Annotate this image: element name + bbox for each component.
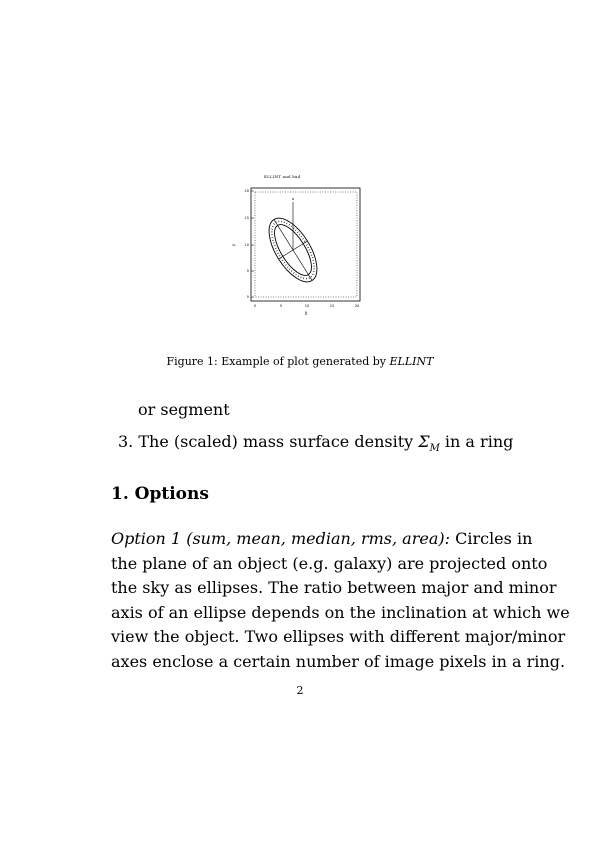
ellint-plot: [228, 170, 378, 330]
y-tick-label: 20: [244, 189, 249, 193]
north-label: N: [291, 197, 295, 201]
caption-program: ELLINT: [389, 355, 434, 368]
section-title: Options: [134, 484, 209, 504]
y-tick-label: 10: [244, 243, 249, 247]
x-tick-label: 20: [354, 304, 360, 308]
ellint-figure: [228, 170, 378, 330]
figure-title: ELLINT and bad: [264, 174, 301, 179]
item3-tail: in a ring: [444, 432, 514, 451]
y-tick-label: 0: [246, 295, 249, 299]
paragraph-line: the plane of an object (e.g. galaxy) are projected onto: [111, 553, 548, 573]
item3-text: 3. The (scaled) mass surface density: [118, 432, 414, 451]
paragraph-line: view the object. Two ellipses with different major/minor: [111, 627, 566, 646]
sigma-symbol: Σ: [418, 432, 430, 451]
x-tick-label: 15: [329, 304, 335, 308]
x-tick-label: 10: [304, 304, 310, 308]
page-number: 2: [296, 684, 304, 697]
caption-prefix: Figure 1: Example of plot generated by: [166, 355, 387, 368]
image-border: [255, 192, 357, 297]
section-number: 1.: [111, 484, 129, 504]
paragraph-line: the sky as ellipses. The ratio between major and minor: [111, 578, 557, 597]
figure-caption: [0, 355, 600, 368]
options-paragraph: [111, 527, 570, 674]
y-tick-label: 5: [246, 269, 249, 273]
y-axis-label: Y: [232, 243, 237, 247]
plot-frame: [251, 188, 360, 301]
list-item-3: [118, 431, 513, 460]
y-tick-label: 15: [244, 216, 249, 220]
x-tick-label: 0: [253, 304, 257, 308]
sigma-subscript: M: [429, 443, 440, 455]
paragraph-line: axes enclose a certain number of image pixels in a ring.: [111, 651, 566, 671]
x-axis-label: X: [304, 311, 308, 316]
section-heading: [111, 484, 209, 504]
y-ticks: [251, 191, 254, 297]
paragraph-line: axis of an ellipse depends on the inclination at which we: [111, 602, 570, 622]
y-tick-labels: [245, 189, 249, 299]
line1-rest: Circles in: [455, 529, 533, 548]
option-label: Option 1 (sum, mean, median, rms, area):: [111, 529, 450, 548]
x-tick-label: 5: [279, 304, 283, 308]
x-tick-labels: [254, 304, 359, 308]
list-continuation: or segment: [138, 400, 230, 419]
paragraph-line: [111, 527, 533, 552]
